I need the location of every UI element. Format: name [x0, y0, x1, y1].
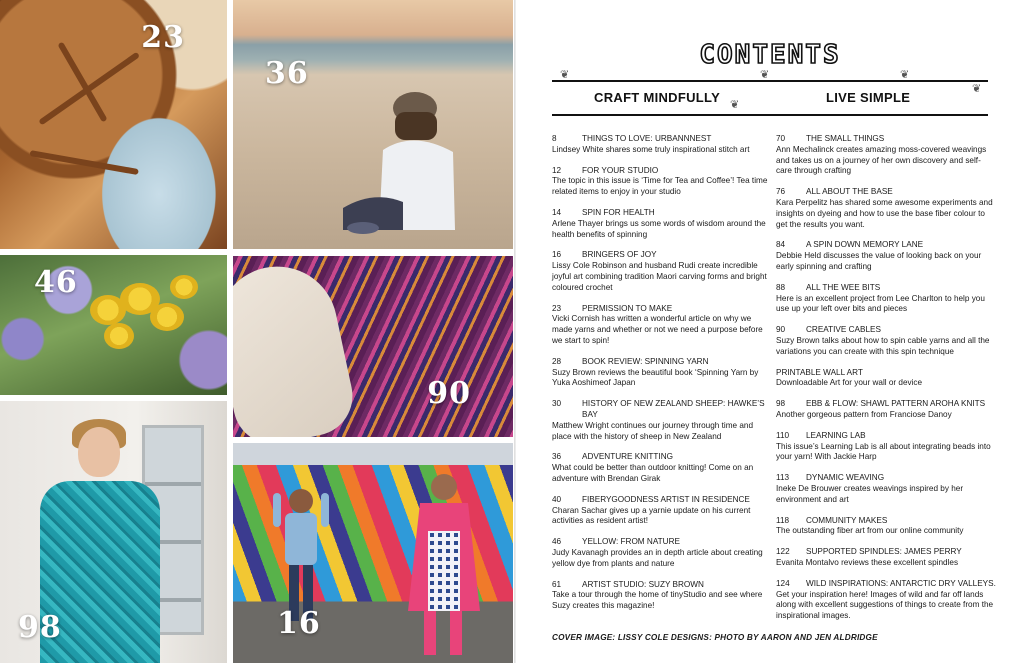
entry-title: SUPPORTED SPINDLES: JAMES PERRY: [806, 547, 962, 557]
page-number-label: 98: [18, 610, 62, 645]
page-number-label: 16: [277, 606, 321, 641]
entry-title: ARTIST STUDIO: SUZY BROWN: [582, 579, 704, 589]
woman-figure: [398, 461, 488, 661]
entry-page: 98: [776, 399, 786, 409]
motto-craft-mindfully: CRAFT MINDFULLY: [594, 90, 721, 105]
contents-entry[interactable]: [552, 166, 772, 198]
entry-page: 122: [776, 547, 790, 557]
contents-entry[interactable]: [776, 325, 996, 357]
photo-artists-mural: [233, 443, 513, 663]
entry-description: Ineke De Brouwer creates weavings inspired by her environment and art: [776, 483, 964, 504]
entry-description: Here is an excellent project from Lee Charlton to help you use up your left over bits and pieces: [776, 293, 985, 314]
entry-title: HISTORY OF NEW ZEALAND SHEEP: HAWKE’S BAY: [582, 399, 765, 419]
entry-description: Debbie Held discusses the value of looking back on your early spinning and crafting: [776, 251, 982, 271]
entry-description: Judy Kavanagh provides an in depth article about creating yellow dye from plants and nature: [552, 547, 763, 568]
entry-description: Get your inspiration here! Images of wild and far off lands along with excellent suggestions of things to create from the inspirational images.: [776, 589, 994, 621]
entry-description: Lissy Cole Robinson and husband Rudi create incredible joyful art combining tradition Maori carving forms and bright coloured crochet: [552, 261, 767, 292]
entry-page: 61: [552, 579, 562, 589]
entry-description: The outstanding fiber art from our online community: [776, 526, 964, 536]
contents-entry[interactable]: [552, 452, 772, 484]
entry-title: YELLOW: FROM NATURE: [582, 537, 680, 547]
contents-entry[interactable]: [552, 580, 772, 612]
entry-description: Vicki Cornish has written a wonderful article on why we made yarns and whether or not we need a purpose before we start to spin!: [552, 314, 763, 345]
entry-title: PRINTABLE WALL ART: [776, 367, 863, 377]
entry-description: Suzy Brown talks about how to spin cable yarns and all the variations you can create with this spin technique: [776, 335, 990, 356]
entry-title: BOOK REVIEW: SPINNING YARN: [582, 356, 709, 366]
entry-title: SPIN FOR HEALTH: [582, 207, 655, 217]
knitter-figure: [343, 90, 463, 240]
contents-entry[interactable]: [552, 208, 772, 240]
entry-title: EBB & FLOW: SHAWL PATTERN AROHA KNITS: [806, 399, 986, 409]
entry-title: ALL ABOUT THE BASE: [806, 187, 893, 197]
entry-title: CREATIVE CABLES: [806, 325, 881, 335]
page-fold: [514, 0, 516, 663]
entry-description: Kara Perpelitz has shared some awesome experiments and insights on dyeing and how to use the base fiber colour to get the results you want.: [776, 197, 993, 229]
entry-page: 118: [776, 515, 790, 525]
entry-title: LEARNING LAB: [806, 430, 866, 440]
contents-entry[interactable]: [552, 250, 772, 293]
contents-entry[interactable]: [776, 134, 996, 177]
entry-title: THE SMALL THINGS: [806, 134, 885, 143]
photo-beach-knitting: [233, 0, 513, 249]
contents-entry[interactable]: [552, 134, 772, 156]
entry-title: PERMISSION TO MAKE: [582, 303, 673, 313]
photo-cable-yarn: [233, 256, 513, 437]
entry-page: 23: [552, 303, 562, 313]
entry-title: BRINGERS OF JOY: [582, 250, 657, 260]
banner-bottom-line: [552, 114, 988, 116]
contents-column-left: [552, 134, 772, 622]
contents-entry[interactable]: [776, 547, 996, 569]
contents-entry[interactable]: [776, 283, 996, 315]
entry-page: 28: [552, 356, 562, 366]
contents-entry[interactable]: [776, 431, 996, 463]
leaf-icon: ❦: [972, 83, 982, 95]
entry-description: Charan Sachar gives up a yarnie update on his current activities as resident artist!: [552, 505, 751, 526]
page-number-label: 23: [141, 20, 185, 55]
contents-heading: CONTENTS: [699, 40, 841, 70]
entry-page: 8: [552, 134, 557, 143]
contents-entry[interactable]: [776, 187, 996, 230]
contents-entry[interactable]: [552, 357, 772, 389]
entry-page: 84: [776, 240, 786, 250]
cover-credit: COVER IMAGE: LISSY COLE DESIGNS: PHOTO BY AARON AND JEN ALDRIDGE: [552, 633, 878, 642]
page-number-label: 36: [265, 56, 309, 91]
entry-page: 90: [776, 325, 786, 335]
entry-title: A SPIN DOWN MEMORY LANE: [806, 240, 924, 250]
leaf-icon: ❦: [900, 69, 910, 81]
entry-description: The topic in this issue is ‘Time for Tea and Coffee’! Tea time related items to enjoy in your studio: [552, 176, 768, 197]
entry-description: Another gorgeous pattern from Franciose Danoy: [776, 409, 952, 419]
entry-title: ADVENTURE KNITTING: [582, 452, 673, 462]
contents-column-right: [776, 134, 996, 632]
photo-shawl-model: [0, 401, 227, 663]
entry-page: 46: [552, 537, 562, 547]
entry-title: WILD INSPIRATIONS: ANTARCTIC DRY VALLEYS.: [806, 578, 996, 588]
entry-page: 36: [552, 452, 562, 462]
contents-entry[interactable]: [776, 579, 996, 622]
entry-description: Downloadable Art for your wall or device: [776, 378, 923, 388]
entry-page: 110: [776, 430, 790, 440]
leaf-icon: ❦: [560, 69, 570, 81]
entry-page: 88: [776, 282, 786, 292]
entry-description: Arlene Thayer brings us some words of wisdom around the health benefits of spinning: [552, 218, 766, 239]
entry-description: Lindsey White shares some truly inspirational stitch art: [552, 144, 750, 154]
contents-entry[interactable]: [776, 399, 996, 421]
entry-description: Suzy Brown reviews the beautiful book ‘Spinning Yarn by Yuka Aoshimeof Japan: [552, 367, 759, 388]
entry-description: This issue’s Learning Lab is all about integrating beads into your yarn! With Jackie Harp: [776, 441, 991, 462]
contents-entry[interactable]: [552, 304, 772, 347]
entry-title: FIBERYGOODNESS ARTIST IN RESIDENCE: [582, 494, 750, 504]
contents-entry[interactable]: [552, 495, 772, 527]
entry-description: Evanita Montalvo reviews these excellent spindles: [776, 557, 959, 567]
motto-live-simple: LIVE SIMPLE: [826, 90, 911, 105]
entry-page: 40: [552, 494, 562, 504]
entry-description: Matthew Wright continues our journey through time and place with the history of sheep in New Zealand: [552, 420, 754, 441]
leaf-icon: ❦: [760, 69, 770, 81]
entry-page: 30: [552, 399, 562, 409]
contents-entry[interactable]: [552, 537, 772, 569]
entry-title: COMMUNITY MAKES: [806, 515, 888, 525]
entry-title: FOR YOUR STUDIO: [582, 165, 659, 175]
entry-page: 76: [776, 187, 786, 197]
photo-spinning-wheel: [0, 0, 227, 249]
entry-description: Take a tour through the home of tinyStudio and see where Suzy creates this magazine!: [552, 590, 763, 611]
entry-page: 14: [552, 207, 562, 217]
contents-entry[interactable]: [776, 473, 996, 505]
page-number-label: 46: [34, 265, 78, 300]
contents-entry[interactable]: [776, 516, 996, 538]
contents-entry[interactable]: [776, 240, 996, 272]
entry-title: THINGS TO LOVE: URBANNNEST: [582, 134, 712, 143]
entry-page: 70: [776, 134, 786, 143]
entry-title: ALL THE WEE BITS: [806, 282, 881, 292]
entry-title: DYNAMIC WEAVING: [806, 473, 885, 483]
leaf-icon: ❦: [730, 99, 740, 111]
contents-entry[interactable]: [776, 368, 996, 390]
contents-entry[interactable]: [552, 399, 772, 442]
entry-description: What could be better than outdoor knitting! Come on an adventure with Brendan Girak: [552, 463, 754, 483]
page-number-label: 90: [427, 376, 471, 411]
entry-description: Ann Mechalinck creates amazing moss-covered weavings and takes us on a journey of her own discovery and self-care through crafting: [776, 144, 987, 176]
photo-yellow-flowers: [0, 255, 227, 395]
entry-page: 113: [776, 473, 790, 483]
entry-page: 12: [552, 165, 562, 175]
entry-page: 16: [552, 250, 562, 260]
entry-page: 124: [776, 578, 790, 588]
